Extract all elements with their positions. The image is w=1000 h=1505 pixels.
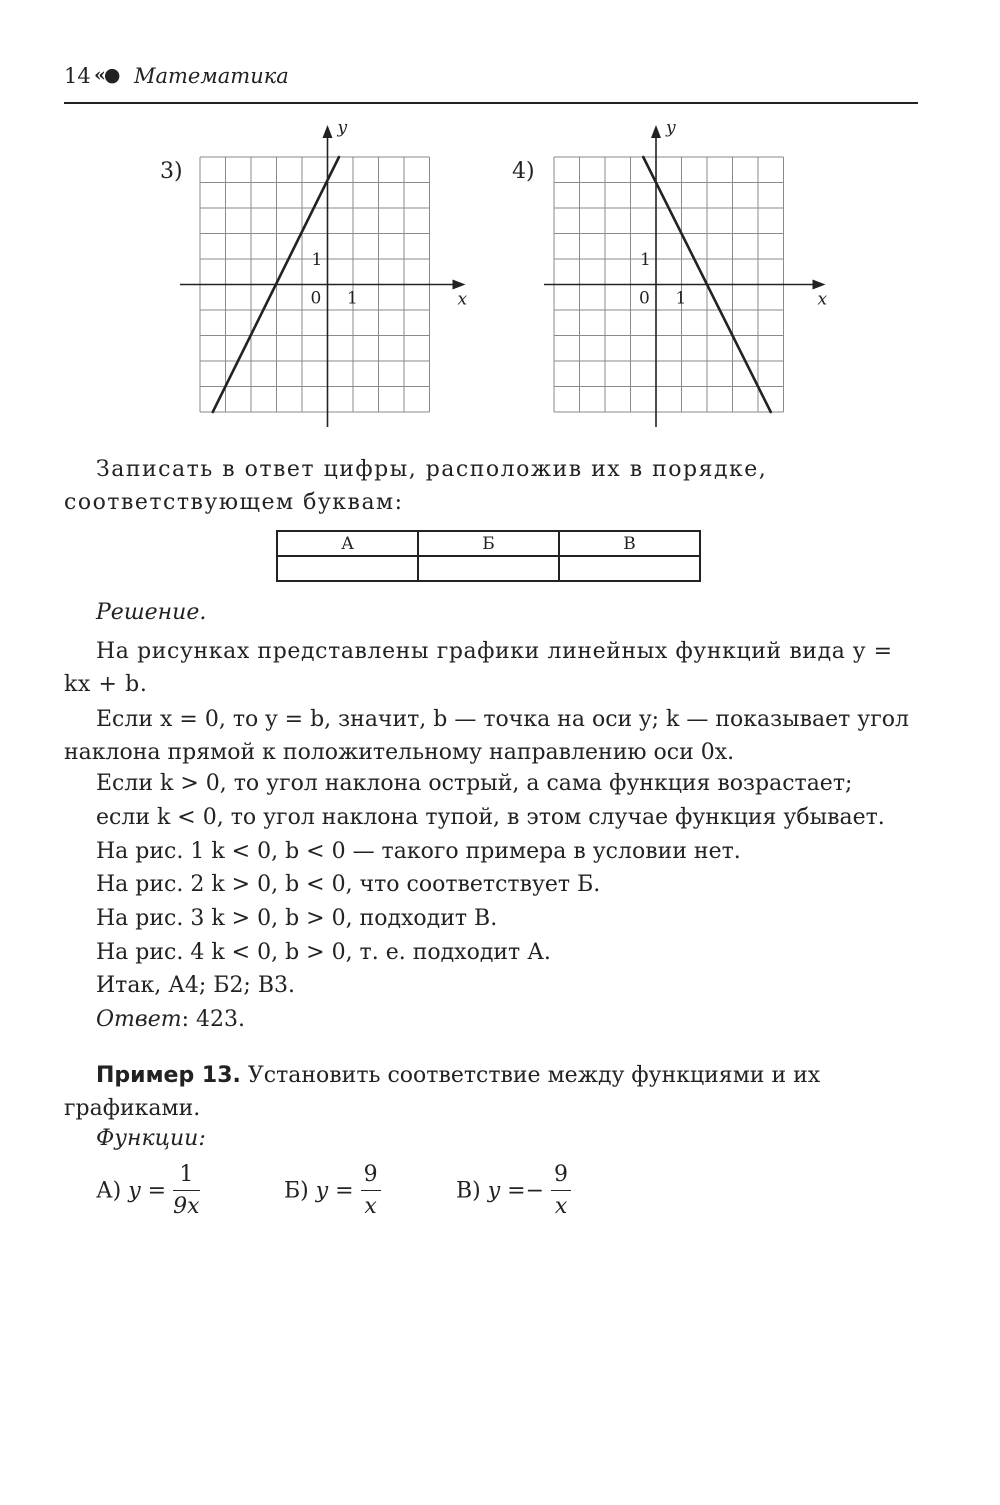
graph-4 xyxy=(512,118,828,425)
fraction-denominator: x xyxy=(554,1194,568,1219)
function-c xyxy=(456,1160,571,1223)
x-unit-label: 1 xyxy=(347,288,358,309)
solution-line: На рис. 3 k > 0, b > 0, подходит В. xyxy=(96,906,498,931)
fraction-denominator: x xyxy=(364,1194,377,1219)
solution-line: Если k > 0, то угол наклона острый, а сама функция возрастает; xyxy=(96,771,853,796)
example-text: Установить соответствие между функциями и их графиками. xyxy=(64,1063,821,1121)
page-header xyxy=(64,58,918,104)
x-axis-arrow-icon xyxy=(453,280,466,290)
solution-paragraph-2: Если x = 0, то y = b, значит, b — точка на оси y; k — показывает угол наклона прямой к положительному направлению оси 0x. xyxy=(64,707,909,765)
y-axis-label: y xyxy=(337,118,348,138)
table-answer-row xyxy=(277,556,700,581)
function-a xyxy=(96,1160,200,1223)
table-answer-cell xyxy=(559,556,700,581)
function-lhs: y = xyxy=(315,1178,354,1204)
functions-label: Функции: xyxy=(96,1126,206,1151)
x-unit-label: 1 xyxy=(675,288,687,309)
solution-line: если k < 0, то угол наклона тупой, в этом случае функция убывает. xyxy=(96,805,885,830)
page-number: 14 xyxy=(64,64,91,88)
function-fraction xyxy=(173,1160,199,1223)
function-letter: А) xyxy=(96,1178,122,1204)
function-letter: Б) xyxy=(284,1178,309,1204)
running-title: Математика xyxy=(134,64,289,88)
fraction-denominator: 9x xyxy=(173,1194,200,1219)
origin-label: 0 xyxy=(310,288,322,309)
x-axis-label: x xyxy=(457,289,468,310)
answer-line xyxy=(96,1007,245,1032)
answer-value: : 423. xyxy=(181,1007,245,1032)
function-b xyxy=(284,1160,381,1223)
solution-line: На рис. 4 k < 0, b > 0, т. е. подходит А. xyxy=(96,940,551,965)
table-header-cell: Б xyxy=(418,531,559,556)
solution-line: На рис. 2 k > 0, b < 0, что соответствует Б. xyxy=(96,872,601,897)
y-axis-arrow-icon xyxy=(651,125,661,138)
solution-paragraph-1: На рисунках представлены графики линейных функций вида y = kx + b. xyxy=(64,639,893,697)
table-answer-cell xyxy=(277,556,418,581)
table-header-cell: В xyxy=(559,531,700,556)
graph-number: 4) xyxy=(512,159,535,184)
answer-label: Ответ xyxy=(96,1007,182,1032)
x-axis-arrow-icon xyxy=(813,280,826,290)
x-axis-label: x xyxy=(817,289,828,310)
function-fraction xyxy=(551,1160,571,1223)
fraction-numerator: 1 xyxy=(173,1160,199,1191)
graph-svg xyxy=(512,118,828,425)
example-paragraph xyxy=(64,1059,920,1125)
solution-line: На рис. 1 k < 0, b < 0 — такого примера в условии нет. xyxy=(96,839,741,864)
graph-3 xyxy=(160,118,468,425)
function-letter: В) xyxy=(456,1178,481,1204)
task-text: Записать в ответ цифры, расположив их в порядке, соответствующем буквам: xyxy=(64,457,768,515)
graph-svg xyxy=(160,118,468,425)
graph-number: 3) xyxy=(160,159,183,184)
fraction-numerator: 9 xyxy=(361,1160,381,1191)
function-sign: − xyxy=(525,1178,545,1204)
y-axis-label: y xyxy=(666,118,676,138)
table-header-row xyxy=(277,531,700,556)
function-lhs: y = xyxy=(487,1178,526,1204)
solution-line: Итак, А4; Б2; В3. xyxy=(96,973,295,998)
function-lhs: y = xyxy=(128,1178,167,1204)
section-mark-icon: «● xyxy=(94,64,119,86)
y-axis-arrow-icon xyxy=(323,125,333,138)
y-unit-label: 1 xyxy=(311,250,323,270)
function-fraction xyxy=(361,1160,381,1223)
answer-table xyxy=(276,530,701,582)
fraction-numerator: 9 xyxy=(551,1160,571,1191)
table-header-cell: А xyxy=(277,531,418,556)
table-answer-cell xyxy=(418,556,559,581)
origin-label: 0 xyxy=(639,288,650,309)
solution-heading: Решение. xyxy=(96,600,207,625)
y-unit-label: 1 xyxy=(640,250,651,270)
example-label: Пример 13. xyxy=(96,1063,241,1088)
